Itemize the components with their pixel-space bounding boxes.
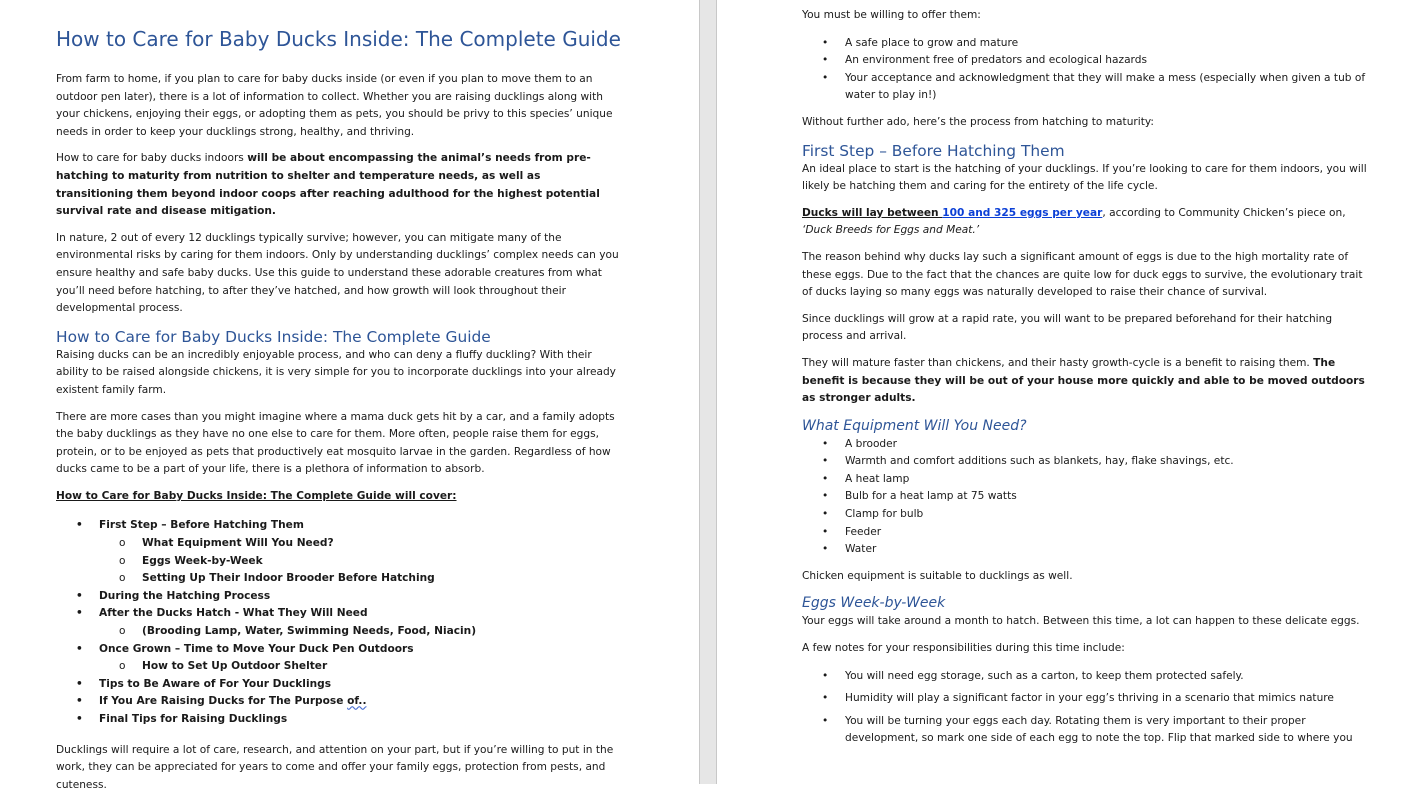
section-heading-first-step: First Step – Before Hatching Them: [802, 141, 1065, 160]
summary-bold: will be about encompassing the animal’s needs from pre-hatching to maturity from nutrition to shelter and temperature needs, as well as transitioning them beyond indoor coops after reaching adulthood for the highest potential survival rate and disease mitigation.: [56, 152, 600, 218]
list-item: • Feeder: [802, 524, 1374, 542]
toc-item: • Final Tips for Raising Ducklings: [56, 711, 621, 729]
list-item: • A safe place to grow and mature: [802, 35, 1374, 53]
summary-lead: How to care for baby ducks indoors: [56, 152, 248, 165]
list-item: • A brooder: [802, 436, 1374, 454]
cover-heading: How to Care for Baby Ducks Inside: The Complete Guide will cover:: [56, 489, 457, 502]
toc-subitem: o Eggs Week-by-Week: [56, 553, 621, 571]
mature-lead: They will mature faster than chickens, and their hasty growth-cycle is a benefit to raising them.: [802, 356, 1314, 369]
ideal-paragraph: An ideal place to start is the hatching of your ducklings. If you’re looking to care for them indoors, you will likely be hatching them and caring for the entirety of the life cycle.: [802, 162, 1367, 193]
list-item: • You will need egg storage, such as a carton, to keep them protected safely.: [802, 668, 1374, 686]
process-intro: Without further ado, here’s the process from hatching to maturity:: [802, 115, 1154, 128]
list-item: • A heat lamp: [802, 471, 1374, 489]
summary-paragraph: [56, 150, 621, 220]
list-item: • An environment free of predators and ecological hazards: [802, 52, 1374, 70]
mature-paragraph: [802, 355, 1374, 408]
page-gutter: [699, 0, 717, 784]
list-item: • Humidity will play a significant factor in your egg’s thriving in a scenario that mimics nature: [802, 690, 1374, 708]
page-right-content: [802, 7, 1374, 757]
intro-paragraph: From farm to home, if you plan to care for baby ducks inside (or even if you plan to move them to an outdoor pen later), there is a lot of information to collect. Whether you are raising ducklings along with your chickens, enjoying their eggs, or adopting them as pets, you should be privy to this species’ unique needs in order to keep your ducklings strong, healthy, and thriving.: [56, 73, 613, 138]
toc-item: • Tips to Be Aware of For Your Ducklings: [56, 676, 621, 694]
cases-paragraph: There are more cases than you might imagine where a mama duck gets hit by a car, and a family adopts the baby ducklings as they have no one else to care for them. More often, people raise them for eggs, protein, or to be enjoyed as pets that productively eat mosquito larvae in the garden. Regardless of how ducks came to be a part of your life, there is a plethora of information to absorb.: [56, 410, 615, 476]
section-heading-guide: How to Care for Baby Ducks Inside: The Complete Guide: [56, 327, 491, 346]
toc-item: • During the Hatching Process: [56, 588, 621, 606]
eggs-paragraph: [802, 205, 1374, 240]
document-page-left: [0, 0, 699, 791]
table-of-contents: [56, 517, 621, 728]
document-page-right: [717, 0, 1403, 784]
toc-item-text: If You Are Raising Ducks for The Purpose: [99, 695, 348, 708]
toc-item: • First Step – Before Hatching Them: [56, 517, 621, 535]
closing-paragraph: Ducklings will require a lot of care, research, and attention on your part, but if you’re willing to put in the work, they can be appreciated for years to come and offer your family eggs, protection from pests, and cuteness.: [56, 743, 614, 791]
equipment-list: [802, 436, 1374, 559]
page-left-content: [56, 26, 621, 803]
subheading-equipment: What Equipment Will You Need?: [802, 417, 1027, 434]
toc-subitem: o (Brooding Lamp, Water, Swimming Needs, Food, Niacin): [56, 623, 621, 641]
survival-paragraph: In nature, 2 out of every 12 ducklings typically survive; however, you can mitigate many of the environmental risks by caring for them indoors. Only by understanding ducklings’ complex needs can you ensure healthy and safe baby ducks. Use this guide to understand these adorable creatures from what you’ll need before hatching, to after they’ve hatched, and how growth will look throughout their developmental process.: [56, 231, 619, 315]
notes-intro: A few notes for your responsibilities during this time include:: [802, 642, 1125, 655]
subheading-eggs-week: Eggs Week-by-Week: [802, 595, 946, 612]
eggs-bold: Ducks will lay between: [802, 206, 943, 219]
toc-item: • Once Grown – Time to Move Your Duck Pen Outdoors: [56, 641, 621, 659]
list-item: • Bulb for a heat lamp at 75 watts: [802, 488, 1374, 506]
toc-subitem: o What Equipment Will You Need?: [56, 535, 621, 553]
eggs-rest: , according to Community Chicken’s piece on,: [1102, 206, 1346, 219]
list-item: • Warmth and comfort additions such as blankets, hay, flake shavings, etc.: [802, 453, 1374, 471]
reason-paragraph: The reason behind why ducks lay such a significant amount of eggs is due to the high mortality rate of these eggs. Due to the fact that the chances are quite low for duck eggs to survive, the evolutionary trait of ducks laying so many eggs was naturally developed to raise their chance of survival.: [802, 250, 1363, 299]
list-item: • Your acceptance and acknowledgment that they will make a mess (especially when given a tub of water to play in!): [802, 70, 1374, 105]
list-item: • You will be turning your eggs each day. Rotating them is very important to their proper development, so mark one side of each egg to note the top. Flip that marked side to where you: [802, 713, 1374, 748]
offer-list: [802, 35, 1374, 105]
list-item: • Clamp for bulb: [802, 506, 1374, 524]
toc-subitem: o Setting Up Their Indoor Brooder Before Hatching: [56, 570, 621, 588]
eggs-link[interactable]: 100 and 325 eggs per year: [942, 206, 1103, 219]
raising-paragraph: Raising ducks can be an incredibly enjoyable process, and who can deny a fluffy duckling? With their ability to be raised alongside chickens, it is very simple for you to incorporate ducklings into your already existent family farm.: [56, 348, 616, 396]
toc-item: • After the Ducks Hatch - What They Will Need: [56, 605, 621, 623]
notes-list: [802, 668, 1374, 748]
eggs-italic: ‘Duck Breeds for Eggs and Meat.’: [802, 224, 980, 237]
offer-intro: You must be willing to offer them:: [802, 9, 981, 21]
toc-subitem: o How to Set Up Outdoor Shelter: [56, 658, 621, 676]
spelling-flag: of..: [347, 695, 367, 708]
document-title: How to Care for Baby Ducks Inside: The Complete Guide: [56, 27, 621, 51]
list-item: • Water: [802, 541, 1374, 559]
since-paragraph: Since ducklings will grow at a rapid rate, you will want to be prepared beforehand for their hatching process and arrival.: [802, 312, 1333, 343]
chicken-paragraph: Chicken equipment is suitable to ducklings as well.: [802, 569, 1073, 582]
mature-bold: The benefit is because they will be out of your house more quickly and able to be moved outdoors as stronger adults.: [802, 356, 1365, 405]
toc-item: [56, 693, 621, 711]
month-paragraph: Your eggs will take around a month to hatch. Between this time, a lot can happen to these delicate eggs.: [802, 615, 1360, 628]
